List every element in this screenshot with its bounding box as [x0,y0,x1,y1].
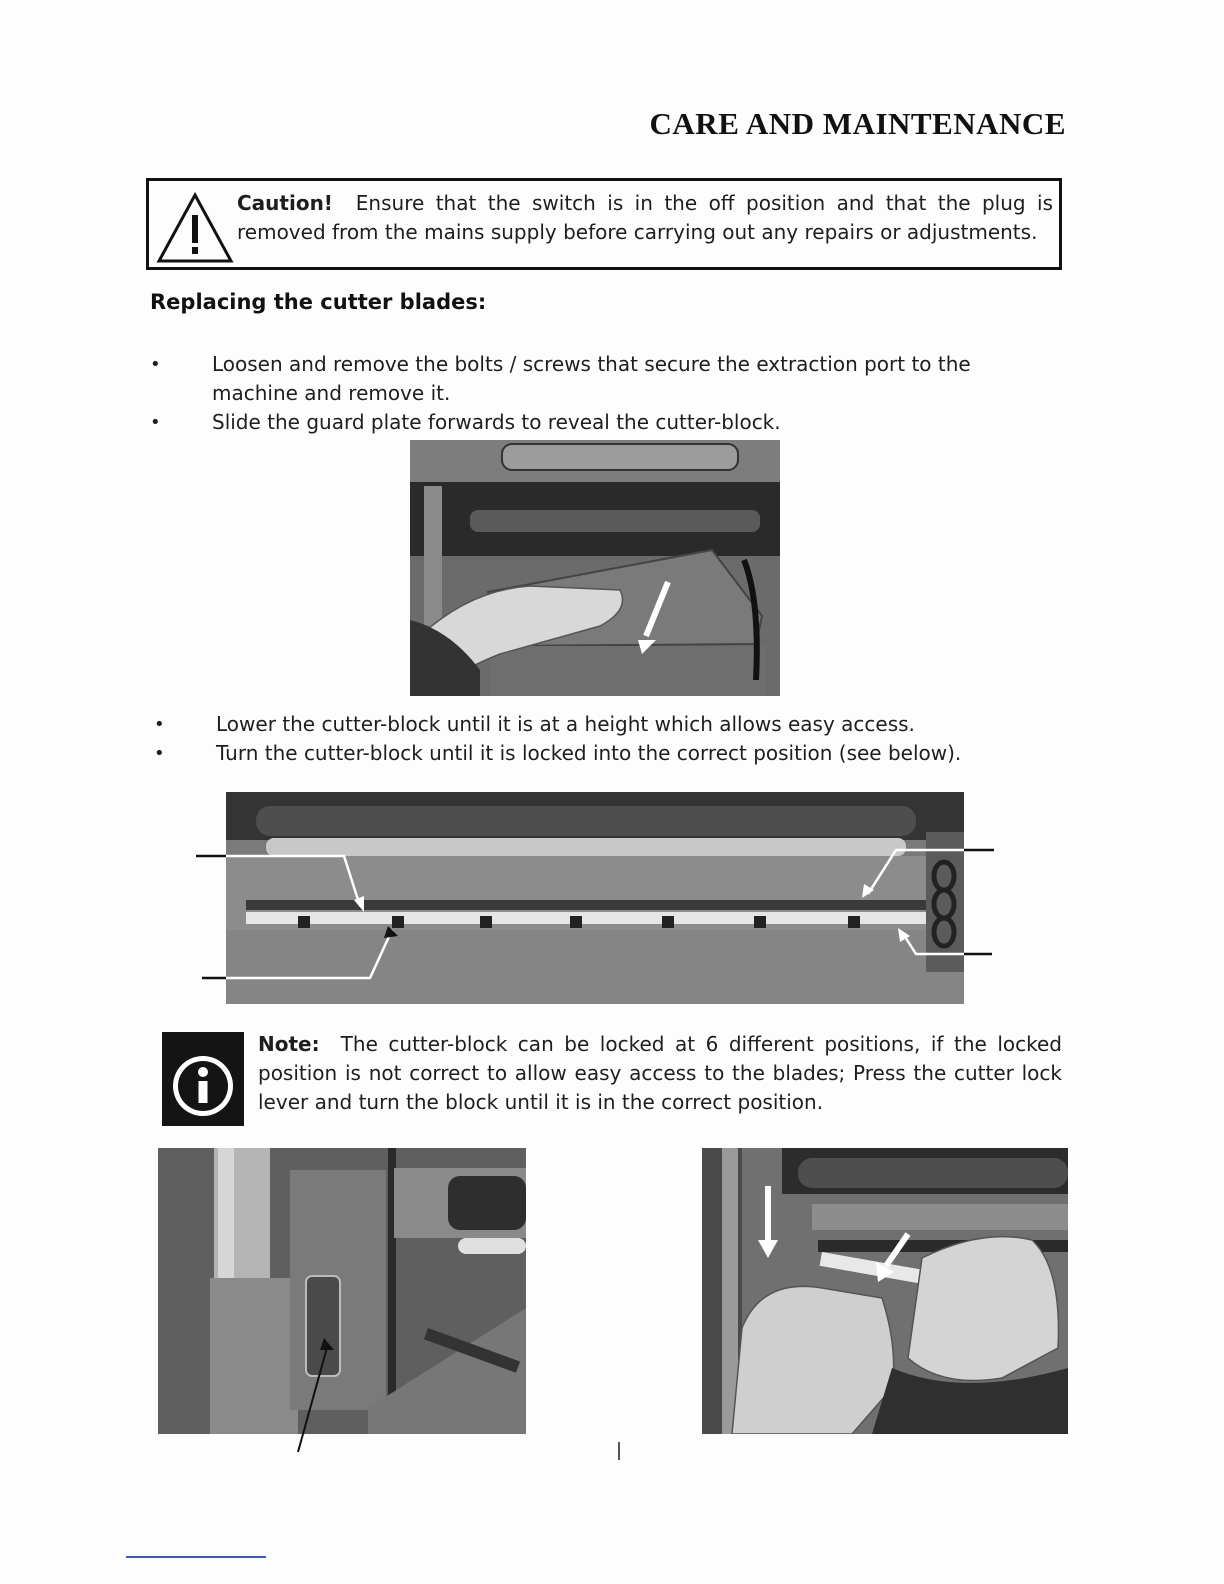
list-item: • Lower the cutter-block until it is at a height which allows easy access. [154,710,1054,739]
page-title: CARE AND MAINTENANCE [649,106,1066,141]
caution-box [146,178,1062,270]
photo-cutter-block [226,792,964,1004]
list-item: • Slide the guard plate forwards to reveal the cutter-block. [150,408,1055,437]
info-glyph [162,1032,244,1126]
list-item: • Turn the cutter-block until it is locked into the correct position (see below). [154,739,1054,768]
photo-lock-lever [158,1148,526,1434]
photo-hands-cutter [702,1148,1068,1434]
steps-list-a [150,350,1055,437]
bottom-rule [126,1556,266,1558]
caution-body: Ensure that the switch is in the off position and that the plug is removed from the mains supply before carrying out any repairs or adjustments. [237,191,1054,244]
info-icon [162,1032,244,1126]
warning-triangle-icon [155,189,235,265]
note-label: Note: [258,1032,320,1056]
note-body: The cutter-block can be locked at 6 different positions, if the locked position is not correct to allow easy access to the blades; Press the cutter lock lever and turn the block until it is in the correct position. [258,1032,1062,1114]
caution-text [237,189,1053,247]
note-text [258,1030,1062,1117]
section-heading: Replacing the cutter blades: [150,290,487,314]
steps-list-b [154,710,1054,768]
caution-label: Caution! [237,191,333,215]
photo-guard-plate [410,440,780,696]
list-item: • Loosen and remove the bolts / screws that secure the extraction port to the machine and remove it. [150,350,1055,408]
page-mark [618,1442,620,1460]
